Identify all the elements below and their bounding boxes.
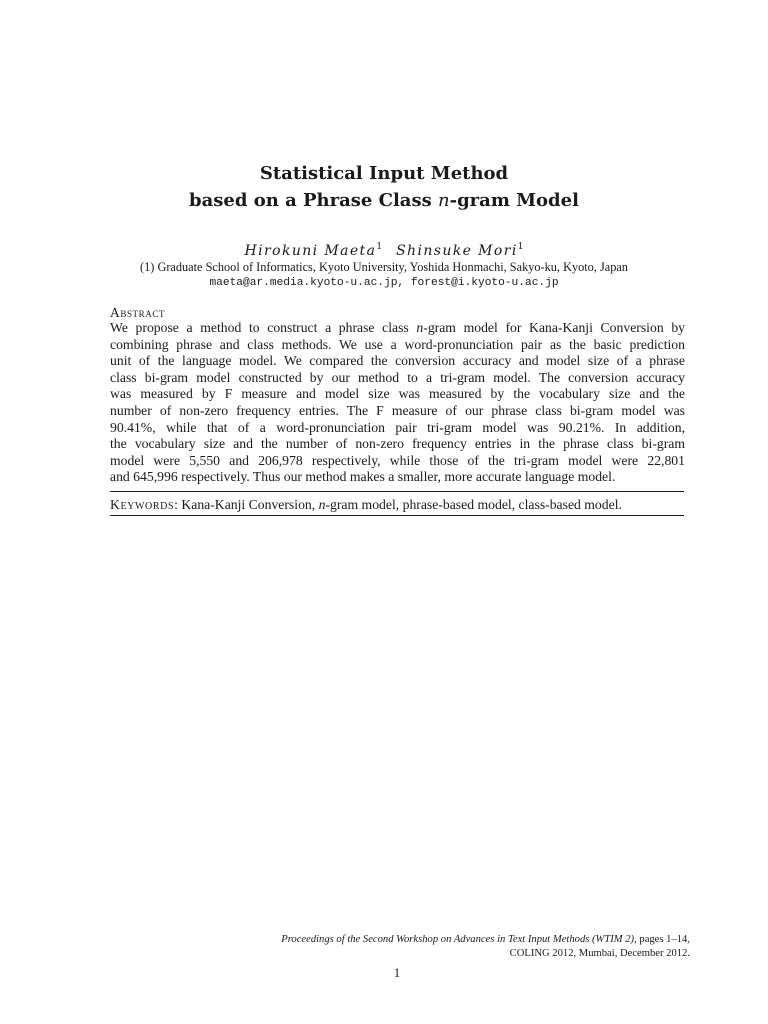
abstract-line-1-suffix: -gram model for Kana-Kanji Conversion by [423, 320, 686, 335]
keywords-lead: Kana-Kanji Conversion, [181, 497, 319, 512]
keywords-n-italic: n [318, 497, 326, 512]
abstract-line: the vocabulary size and the number of non-zero frequency entries in the phrase class bi-gram [110, 436, 685, 452]
abstract-line: unit of the language model. We compared the conversion accuracy and model size of a phrase [110, 353, 685, 369]
abstract-line-1-prefix: We propose a method to construct a phrase class [110, 320, 417, 335]
footer-line-1 [281, 933, 690, 947]
abstract-body [110, 320, 685, 486]
abstract-line: was measured by F measure and model size was measured by the vocabulary size and the [110, 386, 685, 402]
title-line-1: Statistical Input Method [259, 163, 509, 184]
abstract-line: combining phrase and class methods. We use a word-pronunciation pair as the basic prediction [110, 336, 685, 352]
keywords-rule-bottom [110, 515, 684, 516]
footer-pages: , pages 1–14, [634, 934, 690, 945]
title-n-italic: n [438, 190, 450, 211]
paper-title [0, 160, 768, 214]
author-affiliation-mark: 1 [517, 242, 524, 252]
keywords-colon: : [174, 497, 178, 512]
author-name: Hirokuni Maeta [244, 243, 377, 259]
keywords-rule-top [110, 491, 684, 492]
footer-line-2: COLING 2012, Mumbai, December 2012. [509, 948, 690, 959]
abstract-line: model were 5,550 and 206,978 respectively, while those of the tri-gram model were 22,801 [110, 452, 685, 468]
abstract-n-italic: n [416, 320, 424, 335]
keywords-heading: Keywords [110, 497, 175, 512]
author-emails: maeta@ar.media.kyoto-u.ac.jp, forest@i.kyoto-u.ac.jp [209, 277, 559, 289]
footer-venue: Proceedings of the Second Workshop on Advances in Text Input Methods (WTIM 2) [281, 934, 635, 945]
abstract-line [110, 320, 685, 337]
author-affiliation-mark: 1 [376, 242, 383, 252]
abstract-line: 90.41%, while that of a word-pronunciation pair tri-gram model was 90.21%. In addition, [110, 419, 685, 435]
abstract-line: class bi-gram model constructed by our method to a tri-gram model. The conversion accuracy [110, 369, 685, 385]
abstract-line: and 645,996 respectively. Thus our method makes a smaller, more accurate language model. [110, 469, 616, 485]
keywords-rest: -gram model, phrase-based model, class-based model. [325, 497, 622, 512]
page-number: 1 [393, 965, 401, 980]
author-name: Shinsuke Mori [396, 243, 518, 259]
affiliation: (1) Graduate School of Informatics, Kyoto University, Yoshida Honmachi, Sakyo-ku, Kyoto, Japan [140, 260, 628, 274]
proceedings-footer [281, 933, 690, 961]
title-line-2 [0, 187, 768, 214]
keywords [110, 496, 685, 513]
abstract-line: number of non-zero frequency entries. The F measure of our phrase class bi-gram model was [110, 402, 685, 418]
author-list [0, 237, 768, 261]
abstract-heading: Abstract [110, 305, 166, 320]
title-line-2-suffix: -gram Model [449, 190, 579, 211]
title-line-2-prefix: based on a Phrase Class [189, 190, 439, 211]
